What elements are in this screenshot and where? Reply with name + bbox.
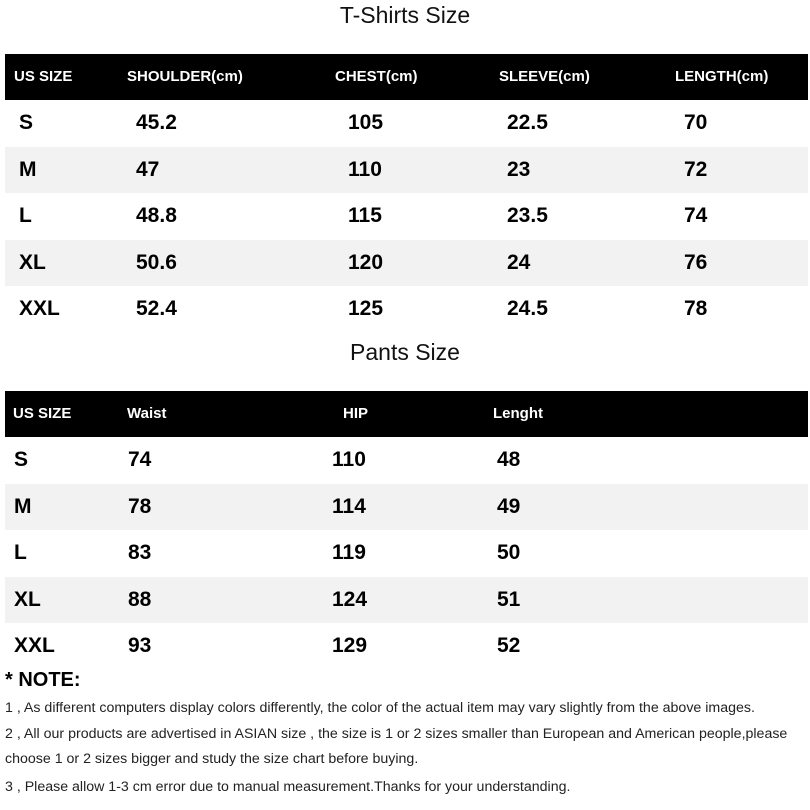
table-cell: 50 [497, 541, 521, 565]
note-line: 2 , All our products are advertised in ASIAN size , the size is 1 or 2 sizes smaller than European and American people,please choose 1 or 2 sizes bigger and study the size chart before buying. [5, 726, 788, 767]
table-cell: 47 [136, 157, 160, 181]
table-cell: 93 [128, 634, 152, 658]
note-line: 3 , Please allow 1-3 cm error due to manual measurement.Thanks for your understanding. [5, 779, 571, 795]
table-cell: 22.5 [507, 111, 548, 134]
tshirt-size-title: T-Shirts Size [339, 2, 471, 28]
header-cell: US SIZE [14, 68, 73, 85]
table-cell: 105 [348, 111, 384, 134]
table-cell: XXL [19, 297, 60, 321]
note-title: * NOTE: [5, 669, 81, 691]
table-cell: S [19, 111, 34, 134]
header-cell: Lenght [493, 405, 543, 422]
table-cell: 110 [348, 157, 382, 181]
table-cell: 74 [128, 448, 152, 471]
table-cell: 72 [684, 157, 708, 181]
header-cell: CHEST(cm) [335, 68, 418, 85]
table-row [5, 240, 808, 287]
table-cell: 124 [332, 587, 368, 611]
table-cell: 24 [507, 250, 531, 274]
note-line: 1 , As different computers display colors differently, the color of the actual item may vary slightly from the above images. [5, 700, 755, 716]
table-cell: 129 [332, 634, 368, 658]
table-cell: 114 [332, 494, 366, 518]
header-cell: Waist [127, 405, 167, 422]
table-cell: 70 [684, 111, 708, 134]
table-header [5, 54, 808, 100]
table-row [5, 577, 808, 624]
table-cell: 45.2 [136, 111, 177, 134]
header-cell: HIP [343, 405, 369, 422]
table-row [5, 530, 808, 577]
table-header [5, 391, 808, 437]
table-row [5, 147, 808, 194]
table-cell: 52.4 [136, 297, 177, 321]
table-row [5, 484, 808, 531]
table-cell: 48 [497, 448, 521, 471]
table-cell: 115 [348, 204, 382, 228]
table-cell: 120 [348, 250, 384, 274]
table-cell: L [19, 204, 32, 228]
pants-size-title: Pants Size [350, 339, 460, 365]
table-cell: XL [19, 250, 46, 274]
table-cell: 23 [507, 157, 531, 181]
table-cell: 125 [348, 297, 384, 321]
table-cell: 74 [684, 204, 708, 228]
table-cell: 50.6 [136, 250, 177, 274]
table-row [5, 437, 808, 484]
table-cell: 119 [332, 541, 366, 565]
header-cell: SHOULDER(cm) [127, 68, 243, 85]
table-cell: 76 [684, 250, 708, 274]
table-cell: 48.8 [136, 204, 177, 228]
table-cell: S [14, 448, 29, 471]
table-cell: 78 [684, 297, 708, 321]
table-cell: M [14, 494, 32, 518]
table-cell: 88 [128, 587, 152, 611]
table-cell: XXL [14, 634, 55, 658]
table-row [5, 286, 808, 333]
table-cell: 49 [497, 494, 521, 518]
table-cell: 52 [497, 634, 521, 658]
table-cell: 78 [128, 494, 152, 518]
table-cell: 51 [497, 587, 521, 611]
table-cell: 23.5 [507, 204, 548, 228]
pants-size-table [5, 391, 808, 670]
table-cell: 24.5 [507, 297, 548, 321]
header-cell: LENGTH(cm) [675, 68, 769, 85]
table-row [5, 193, 808, 240]
table-cell: L [14, 541, 27, 565]
table-cell: XL [14, 587, 41, 611]
tshirt-size-table [5, 54, 808, 333]
table-cell: M [19, 157, 37, 181]
table-row [5, 623, 808, 670]
table-cell: 110 [332, 448, 366, 471]
header-cell: US SIZE [13, 405, 72, 422]
table-cell: 83 [128, 541, 152, 565]
header-cell: SLEEVE(cm) [499, 68, 590, 85]
table-row [5, 100, 808, 147]
